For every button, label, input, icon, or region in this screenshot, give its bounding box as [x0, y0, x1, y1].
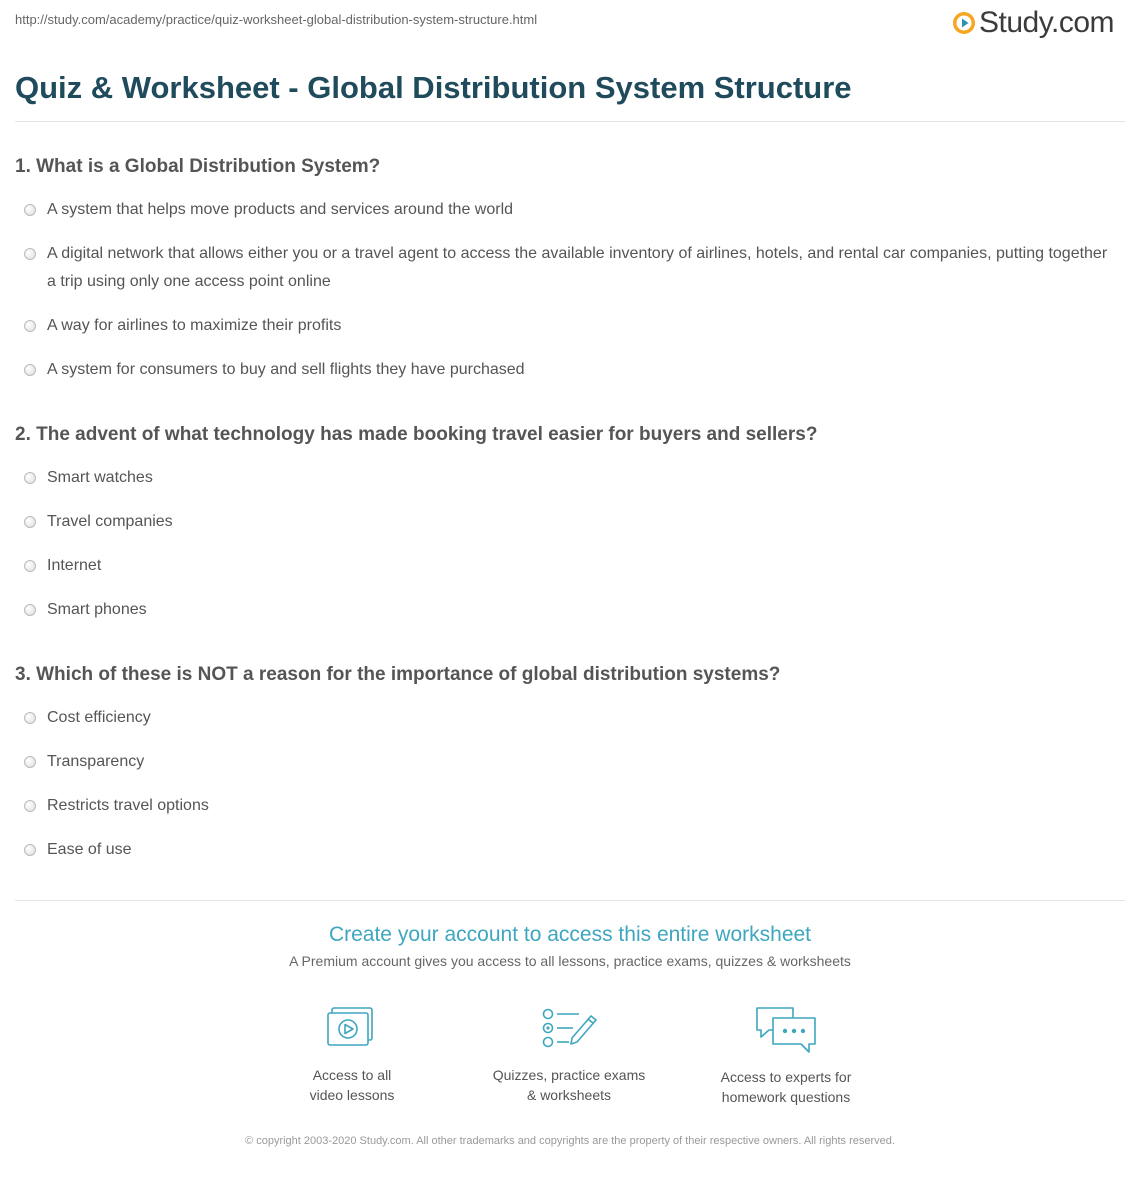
page-title: Quiz & Worksheet - Global Distribution System Structure — [15, 70, 852, 105]
q1-option-4[interactable]: A system for consumers to buy and sell flights they have purchased — [47, 361, 525, 378]
q2-option-2[interactable]: Travel companies — [47, 513, 173, 530]
feature-quizzes — [469, 1004, 669, 1105]
feature-experts — [686, 1004, 886, 1107]
q3-option-1-radio[interactable] — [24, 712, 36, 724]
cta-subtitle: A Premium account gives you access to all lessons, practice exams, quizzes & worksheets — [289, 953, 851, 969]
cta-divider — [15, 900, 1125, 901]
header-bar — [0, 0, 1140, 50]
feature-1-line-1: Access to all — [312, 1067, 392, 1083]
q3-option-2-radio[interactable] — [24, 756, 36, 768]
chat-bubbles-icon — [753, 1004, 819, 1056]
q3-option-2[interactable]: Transparency — [47, 753, 145, 770]
feature-1-line-2: video lessons — [309, 1087, 395, 1103]
q3-option-4-radio[interactable] — [24, 844, 36, 856]
q3-option-1[interactable]: Cost efficiency — [47, 709, 151, 726]
q2-option-3-radio[interactable] — [24, 560, 36, 572]
feature-2-line-2: & worksheets — [526, 1087, 612, 1103]
page-url: http://study.com/academy/practice/quiz-worksheet-global-distribution-system-structure.html — [15, 12, 538, 27]
play-logo-icon — [952, 11, 976, 35]
quiz-checklist-icon — [539, 1004, 599, 1054]
q2-option-2-radio[interactable] — [24, 516, 36, 528]
q3-option-3[interactable]: Restricts travel options — [47, 797, 209, 814]
q2-option-1-radio[interactable] — [24, 472, 36, 484]
q2-option-1[interactable]: Smart watches — [47, 469, 153, 486]
q1-option-2[interactable]: A digital network that allows either you or a travel agent to access the available inventory of airlines, hotels, and rental car companies, putting together a trip using only one access point online — [47, 245, 1108, 290]
q1-option-1[interactable]: A system that helps move products and services around the world — [47, 201, 514, 218]
copyright-footer: © copyright 2003-2020 Study.com. All other trademarks and copyrights are the property of their respective owners. All rights reserved. — [245, 1135, 895, 1147]
q2-option-3[interactable]: Internet — [47, 557, 102, 574]
feature-3-line-2: homework questions — [721, 1089, 851, 1105]
logo-text: Study.com — [979, 6, 1114, 39]
q2-option-4-radio[interactable] — [24, 604, 36, 616]
question-1-title: 1. What is a Global Distribution System? — [15, 156, 381, 177]
feature-video-lessons — [252, 1004, 452, 1105]
q3-option-4[interactable]: Ease of use — [47, 841, 132, 858]
q1-option-1-radio[interactable] — [24, 204, 36, 216]
study-logo[interactable] — [952, 6, 1114, 40]
video-lessons-icon — [324, 1004, 380, 1054]
question-2-title: 2. The advent of what technology has made booking travel easier for buyers and sellers? — [15, 424, 818, 445]
question-3-title: 3. Which of these is NOT a reason for the importance of global distribution systems? — [15, 664, 781, 685]
q1-option-3[interactable]: A way for airlines to maximize their profits — [47, 317, 342, 334]
q1-option-3-radio[interactable] — [24, 320, 36, 332]
create-account-link[interactable]: Create your account to access this entire worksheet — [328, 923, 812, 946]
q2-option-4[interactable]: Smart phones — [47, 601, 147, 618]
title-divider — [15, 121, 1125, 122]
feature-3-line-1: Access to experts for — [720, 1069, 852, 1085]
q3-option-3-radio[interactable] — [24, 800, 36, 812]
feature-2-line-1: Quizzes, practice exams — [492, 1067, 646, 1083]
q1-option-2-radio[interactable] — [24, 248, 36, 260]
q1-option-4-radio[interactable] — [24, 364, 36, 376]
